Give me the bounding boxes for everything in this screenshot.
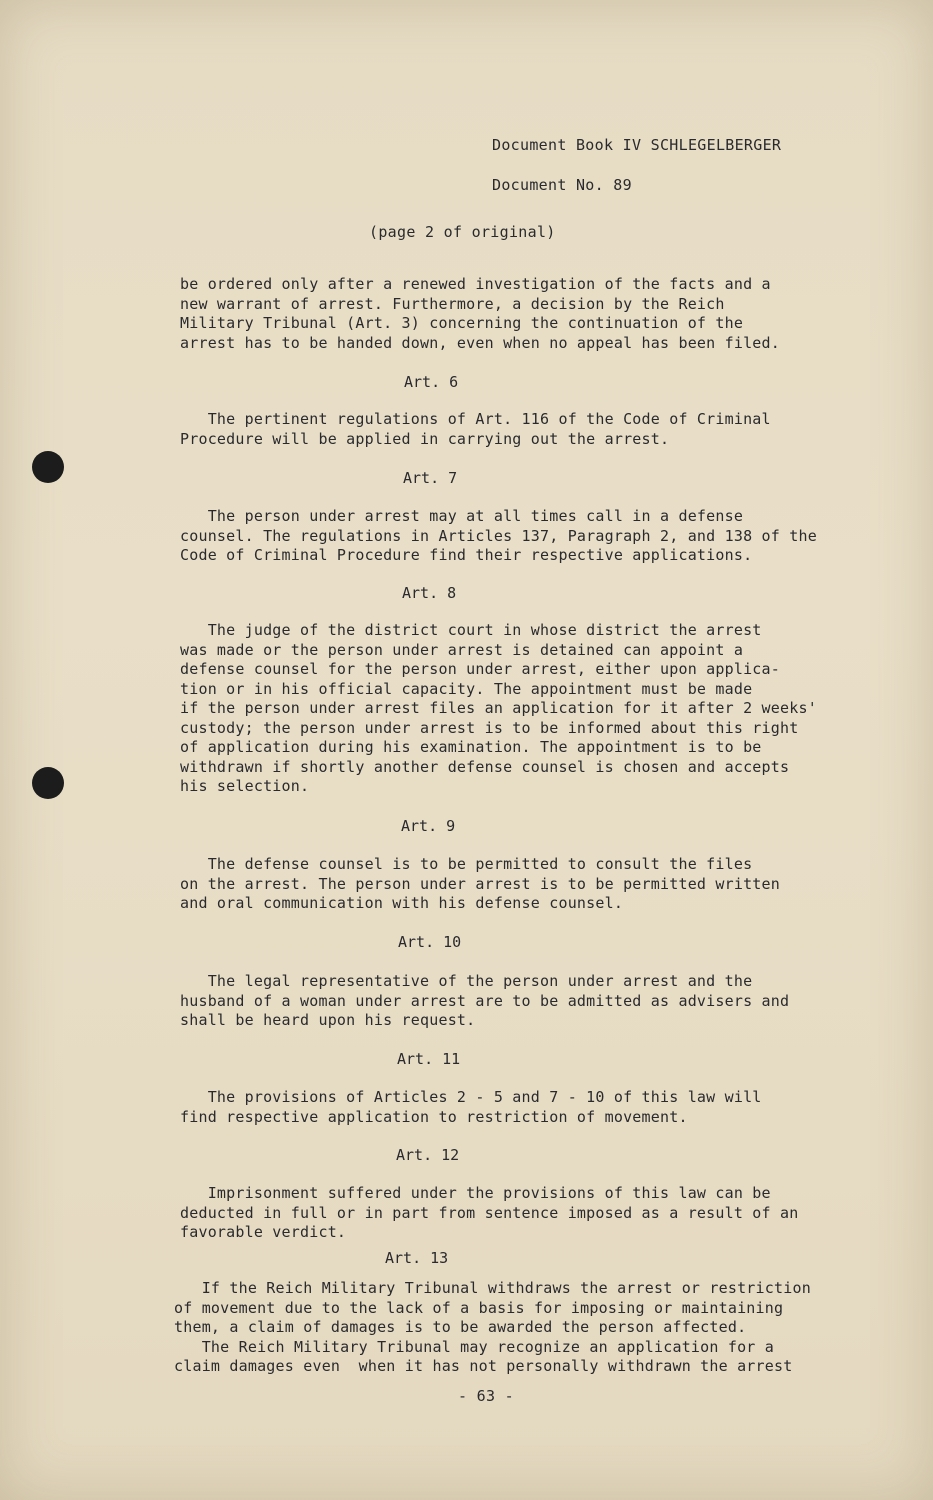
paragraph-continuation	[180, 275, 840, 353]
article-10-text	[180, 972, 840, 1031]
document-number: Document No. 89	[492, 176, 632, 194]
article-heading: Art. 12	[396, 1146, 460, 1164]
text-line: husband of a woman under arrest are to be admitted as advisers and	[180, 991, 790, 1010]
article-13-text	[174, 1279, 874, 1377]
text-line: The Reich Military Tribunal may recognize an application for a	[174, 1337, 774, 1356]
text-line: favorable verdict.	[180, 1223, 347, 1241]
text-line: them, a claim of damages is to be awarded the person affected.	[174, 1318, 747, 1336]
punch-hole	[32, 767, 64, 799]
article-12-text	[180, 1184, 840, 1243]
text-line: and oral communication with his defense counsel.	[180, 894, 624, 912]
text-line: The pertinent regulations of Art. 116 of the Code of Criminal	[180, 410, 771, 428]
page-number: - 63 -	[458, 1387, 514, 1405]
text-line: The person under arrest may at all times call in a defense	[180, 507, 744, 525]
article-heading: Art. 6	[404, 373, 459, 391]
text-line: on the arrest. The person under arrest is to be permitted written	[180, 874, 780, 893]
text-line: Military Tribunal (Art. 3) concerning the continuation of the	[180, 314, 744, 332]
text-line: new warrant of arrest. Furthermore, a decision by the Reich	[180, 294, 725, 313]
article-heading: Art. 10	[398, 933, 462, 951]
article-heading: Art. 8	[402, 584, 457, 602]
text-line: if the person under arrest files an application for it after 2 weeks'	[180, 699, 817, 717]
text-line: find respective application to restriction of movement.	[180, 1107, 688, 1126]
text-line: The judge of the district court in whose district the arrest	[180, 621, 762, 639]
document-book-header: Document Book IV SCHLEGELBERGER	[492, 136, 782, 154]
text-line: arrest has to be handed down, even when no appeal has been filed.	[180, 333, 780, 352]
punch-hole	[32, 451, 64, 483]
text-line: be ordered only after a renewed investigation of the facts and a	[180, 275, 771, 293]
article-heading: Art. 11	[397, 1050, 461, 1068]
text-line: The provisions of Articles 2 - 5 and 7 - 10 of this law will	[180, 1088, 762, 1106]
article-11-text	[180, 1088, 840, 1127]
article-heading: Art. 9	[401, 817, 456, 835]
article-8-text	[180, 621, 840, 797]
text-line: withdrawn if shortly another defense counsel is chosen and accepts	[180, 757, 790, 776]
text-line: shall be heard upon his request.	[180, 1011, 476, 1029]
text-line: If the Reich Military Tribunal withdraws the arrest or restriction	[174, 1279, 811, 1297]
article-9-text	[180, 855, 840, 914]
text-line: Procedure will be applied in carrying out the arrest.	[180, 429, 670, 448]
text-line: The defense counsel is to be permitted to consult the files	[180, 855, 753, 873]
text-line: Imprisonment suffered under the provisions of this law can be	[180, 1184, 771, 1202]
text-line: was made or the person under arrest is detained can appoint a	[180, 640, 744, 659]
text-line: deducted in full or in part from sentence imposed as a result of an	[180, 1203, 799, 1222]
article-7-text	[180, 507, 840, 566]
text-line: his selection.	[180, 777, 310, 795]
text-line: claim damages even when it has not personally withdrawn the arrest	[174, 1357, 793, 1375]
text-line: of application during his examination. The appointment is to be	[180, 738, 762, 756]
text-line: custody; the person under arrest is to be informed about this right	[180, 718, 799, 737]
article-6-text	[180, 410, 840, 449]
text-line: The legal representative of the person under arrest and the	[180, 972, 753, 990]
article-heading: Art. 7	[403, 469, 458, 487]
text-line: tion or in his official capacity. The appointment must be made	[180, 679, 753, 698]
text-line: counsel. The regulations in Articles 137, Paragraph 2, and 138 of the	[180, 526, 817, 545]
text-line: defense counsel for the person under arrest, either upon applica-	[180, 660, 780, 678]
text-line: Code of Criminal Procedure find their respective applications.	[180, 546, 753, 564]
article-heading: Art. 13	[385, 1249, 449, 1267]
text-line: of movement due to the lack of a basis for imposing or maintaining	[174, 1298, 784, 1317]
page-reference: (page 2 of original)	[369, 223, 556, 241]
